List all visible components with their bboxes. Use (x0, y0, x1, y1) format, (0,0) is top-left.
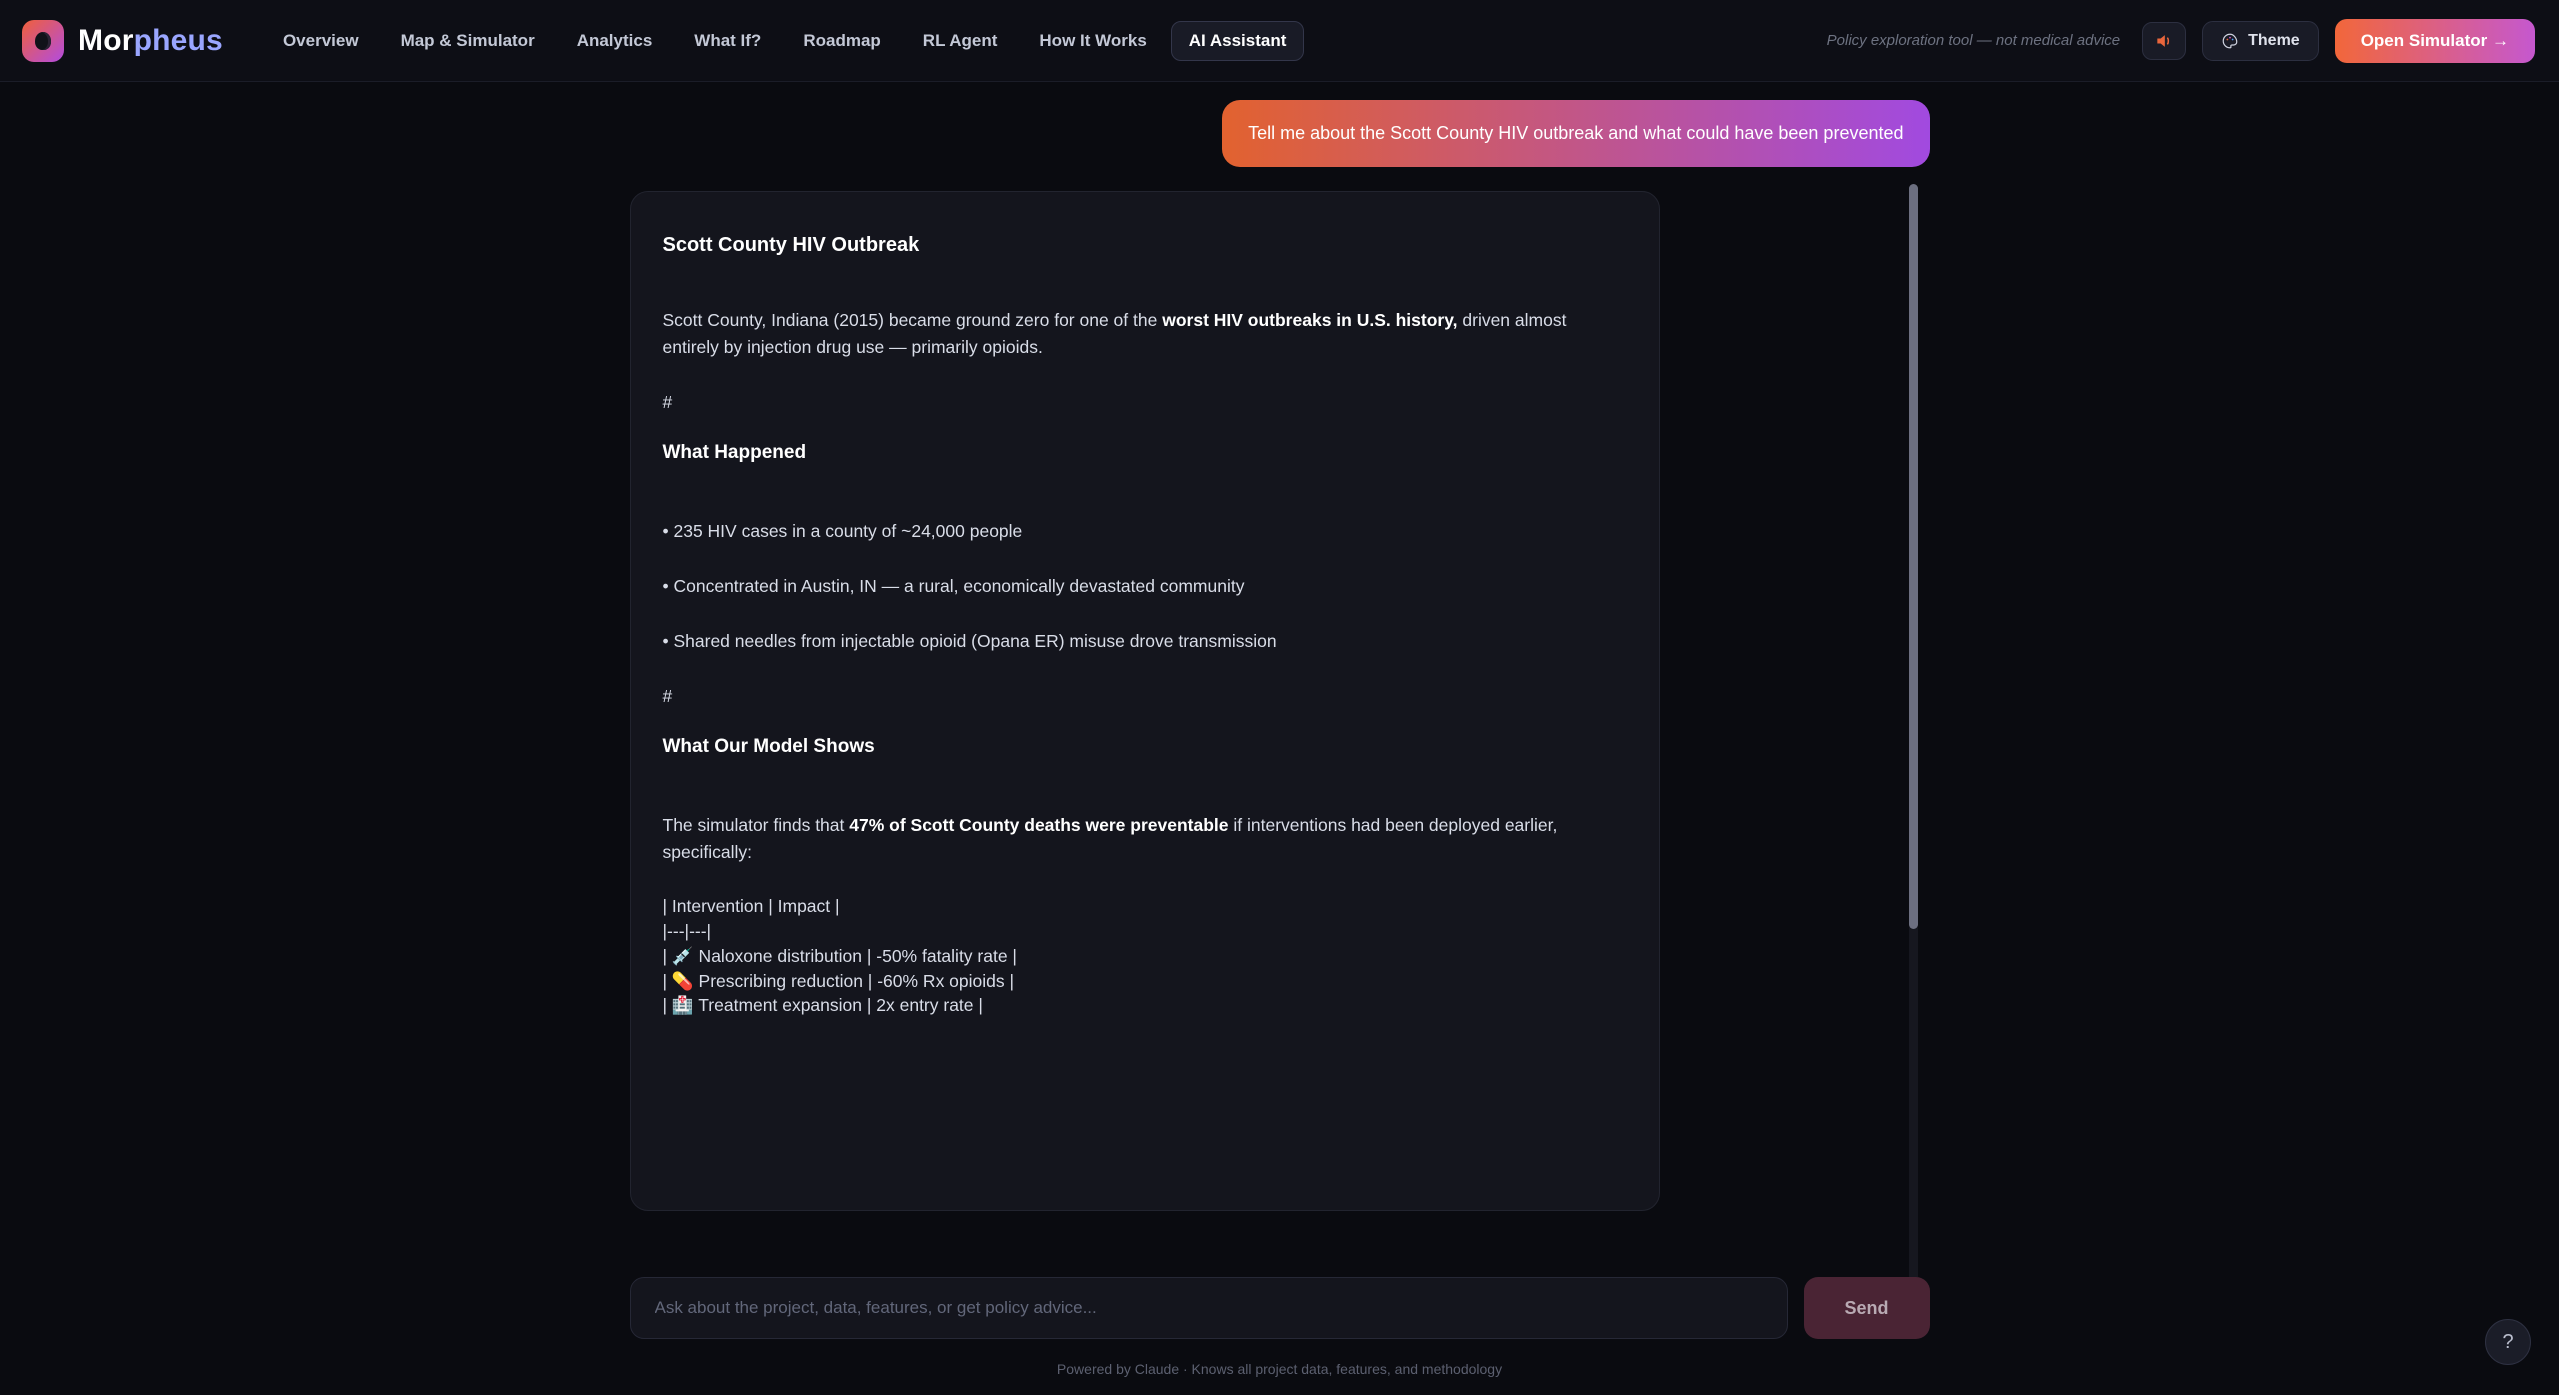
chat-scroll-region (630, 100, 1930, 1277)
disclaimer-text: Policy exploration tool — not medical advice (1826, 32, 2121, 49)
open-simulator-button[interactable]: Open Simulator → (2335, 19, 2535, 63)
list-item: • Shared needles from injectable opioid (Opana ER) misuse drove transmission (662, 631, 1277, 652)
model-paragraph (663, 812, 1627, 866)
chat-input[interactable] (630, 1277, 1788, 1339)
list-item: • 235 HIV cases in a county of ~24,000 people (662, 520, 1023, 541)
theme-button-label: Theme (2248, 31, 2300, 49)
model-text-bold: 47% of Scott County deaths were preventable (849, 814, 1229, 835)
table-row: | 💉 Naloxone distribution | -50% fatality rate | (662, 945, 1017, 966)
section-heading-model: What Our Model Shows (662, 736, 875, 758)
composer (630, 1277, 1930, 1347)
nav-item-what-if[interactable]: What If? (694, 30, 762, 50)
footer-note: Powered by Claude · Knows all project data, features, and methodology (1056, 1361, 1503, 1377)
brand-name-primary: Mor (78, 23, 134, 57)
nav-item-roadmap[interactable]: Roadmap (803, 30, 881, 50)
nav-item-map-simulator[interactable]: Map & Simulator (400, 30, 535, 50)
nav-right-group (1827, 19, 2535, 63)
speaker-icon (2154, 31, 2174, 51)
model-text-pre: The simulator finds that (662, 814, 850, 835)
hash-marker-2: # (662, 686, 673, 707)
sound-toggle-button[interactable] (2142, 22, 2186, 60)
intro-text-post: driven almost entirely by injection drug use — primarily opioids. (662, 310, 1567, 358)
nav-item-analytics[interactable]: Analytics (576, 30, 653, 50)
assistant-intro-paragraph (663, 307, 1627, 361)
assistant-message-bubble (630, 191, 1660, 1211)
intro-text-bold: worst HIV outbreaks in U.S. history, (1162, 310, 1458, 330)
model-text-post: if interventions had been deployed earlier, specifically: (662, 814, 1558, 862)
table-row: |---|---| (662, 920, 712, 941)
chat-scrollbar[interactable] (1909, 184, 1918, 1277)
nav-item-ai-assistant[interactable]: AI Assistant (1171, 21, 1305, 61)
top-navbar (0, 0, 2559, 82)
intro-text-pre: Scott County, Indiana (2015) became ground zero for one of the (662, 310, 1163, 330)
assistant-title: Scott County HIV Outbreak (662, 234, 920, 256)
table-row: | 🏥 Treatment expansion | 2x entry rate | (662, 995, 983, 1016)
brand-name (78, 24, 223, 58)
theme-button[interactable] (2202, 21, 2319, 61)
user-message-bubble: Tell me about the Scott County HIV outbreak and what could have been prevented (1222, 100, 1929, 167)
hash-marker-1: # (662, 392, 673, 413)
chat-area (0, 82, 2559, 1395)
section-heading-what-happened: What Happened (662, 442, 807, 464)
nav-item-rl-agent[interactable]: RL Agent (922, 30, 998, 50)
palette-icon (2221, 32, 2239, 50)
chat-scrollbar-thumb[interactable] (1909, 184, 1918, 929)
app-logo-icon (22, 20, 64, 62)
nav-item-overview[interactable]: Overview (282, 30, 359, 50)
help-button[interactable]: ? (2485, 1319, 2531, 1365)
brand-name-secondary: pheus (133, 23, 223, 57)
send-button[interactable]: Send (1804, 1277, 1930, 1339)
table-row: | 💊 Prescribing reduction | -60% Rx opioids | (662, 970, 1015, 991)
table-row: | Intervention | Impact | (662, 896, 840, 916)
nav-links (265, 21, 1304, 61)
nav-item-how-it-works[interactable]: How It Works (1039, 30, 1147, 50)
brand[interactable] (22, 20, 223, 62)
list-item: • Concentrated in Austin, IN — a rural, economically devastated community (662, 575, 1245, 596)
